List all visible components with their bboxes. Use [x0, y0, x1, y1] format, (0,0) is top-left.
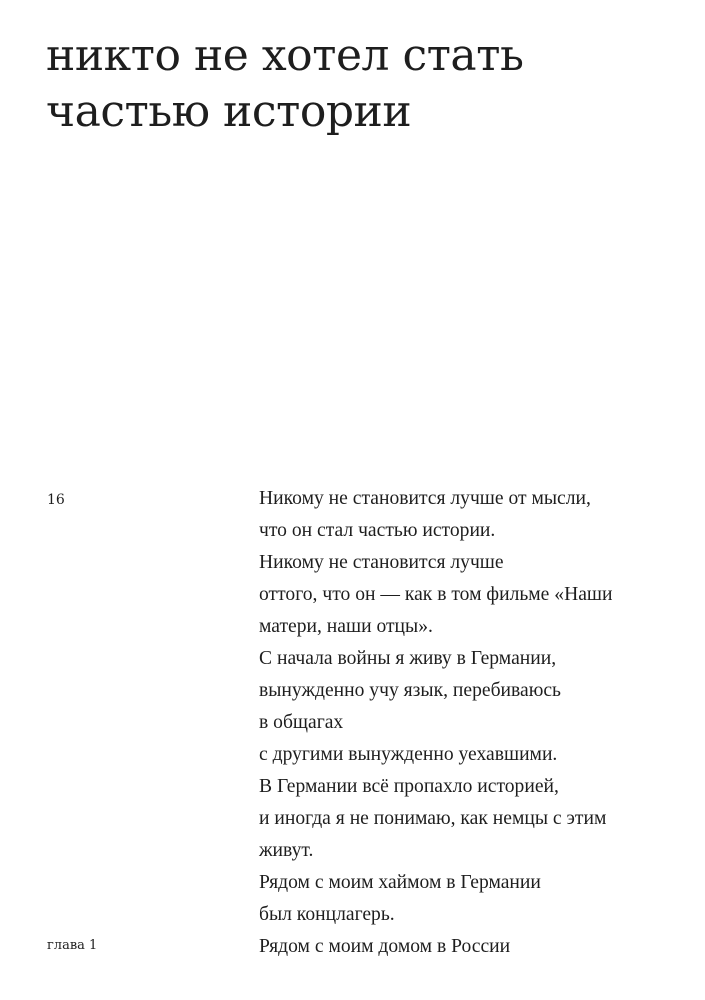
poem-line: с другими вынужденно уехавшими.: [259, 744, 558, 765]
page-title-line: никто не хотел стать: [46, 30, 524, 81]
poem-line: что он стал частью истории.: [259, 520, 496, 541]
poem-line: В Германии всё пропахло историей,: [259, 776, 559, 797]
poem-line: живут.: [259, 840, 314, 861]
poem-line: Рядом с моим домом в России: [259, 936, 511, 957]
poem-line: в общагах: [259, 712, 344, 733]
chapter-label: глава 1: [47, 938, 98, 953]
poem-text: [259, 483, 699, 963]
poem-line: матери, наши отцы».: [259, 616, 433, 637]
page-title-line: частью истории: [46, 86, 412, 137]
poem-line: Никому не становится лучше от мысли,: [259, 488, 591, 509]
poem-line: Никому не становится лучше: [259, 552, 504, 573]
page-number: 16: [47, 492, 65, 508]
poem-line: и иногда я не понимаю, как немцы с этим: [259, 808, 607, 829]
poem-line: был концлагерь.: [259, 904, 395, 925]
page-title: [46, 28, 686, 140]
poem-line: вынужденно учу язык, перебиваюсь: [259, 680, 561, 701]
poem-line: оттого, что он — как в том фильме «Наши: [259, 584, 613, 605]
poem-line: Рядом с моим хаймом в Германии: [259, 872, 541, 893]
poem-line: С начала войны я живу в Германии,: [259, 648, 557, 669]
